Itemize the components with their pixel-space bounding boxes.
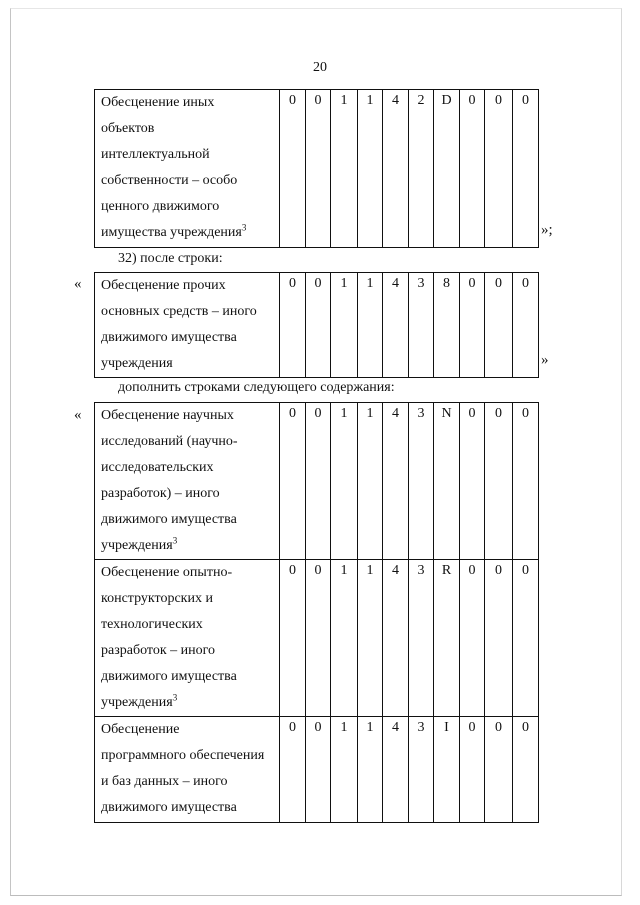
account-name-line: Обесценение прочих [101,278,226,293]
account-code-digit: 1 [331,403,358,560]
account-name-line: движимого имущества [101,512,237,527]
account-name-line: движимого имущества [101,330,237,345]
account-code-digit: 3 [409,560,434,717]
footnote-marker: 3 [241,222,247,233]
table-row [95,90,539,248]
account-code-digit: 0 [306,717,331,823]
account-code-digit: 1 [358,403,383,560]
supplement-text: дополнить строками следующего содержания: [118,380,395,395]
account-code-digit: 0 [460,717,485,823]
account-code-digit: N [434,403,460,560]
account-code-digit: 4 [383,717,409,823]
account-code-digit: 0 [485,560,513,717]
account-code-digit: 1 [358,717,383,823]
account-code-digit: 0 [460,273,485,378]
account-name-line: движимого имущества [101,669,237,684]
account-code-digit: 1 [331,717,358,823]
table-row [95,273,539,378]
account-code-digit: 0 [485,717,513,823]
account-code-digit: 0 [513,560,539,717]
account-code-digit: 2 [409,90,434,248]
account-code-digit: 0 [306,273,331,378]
account-code-digit: 0 [280,273,306,378]
account-code-digit: 1 [358,273,383,378]
page-number: 20 [313,60,327,75]
account-code-digit: 0 [485,403,513,560]
account-name-line: исследований (научно- [101,434,238,449]
account-name-line: учреждения$^3$ [101,535,178,553]
account-code-digit: 3 [409,273,434,378]
account-name-line: Обесценение опытно- [101,565,233,580]
account-name-line: программного обеспечения [101,748,265,763]
account-code-digit: 1 [331,273,358,378]
account-table-1 [94,89,539,248]
account-name-line: и баз данных – иного [101,774,228,789]
account-name-line: разработок) – иного [101,486,220,501]
account-name-line: разработок – иного [101,643,216,658]
account-code-digit: I [434,717,460,823]
account-name-line: движимого имущества [101,800,237,815]
account-code-digit: D [434,90,460,248]
closing-quote-1: »; [541,222,553,238]
account-code-digit: 3 [409,717,434,823]
account-code-digit: 3 [409,403,434,560]
account-code-digit: 4 [383,273,409,378]
account-code-digit: 0 [513,90,539,248]
account-name-line: конструкторских и [101,591,213,606]
account-code-digit: 0 [280,403,306,560]
account-name-line: основных средств – иного [101,304,257,319]
account-code-digit: 4 [383,90,409,248]
account-code-digit: 0 [460,560,485,717]
account-name-line: имущества учреждения$^3$ [101,222,247,240]
account-code-digit: 0 [280,90,306,248]
table-row [95,403,539,560]
account-name-line: интеллектуальной [101,147,210,162]
account-code-digit: 1 [358,90,383,248]
table-row [95,560,539,717]
account-name-line: Обесценение научных [101,408,234,423]
account-name-line: Обесценение [101,722,180,737]
account-code-digit: 0 [513,273,539,378]
account-code-digit: 4 [383,560,409,717]
account-code-digit: 0 [513,717,539,823]
account-name-line: Обесценение иных [101,95,215,110]
account-name-cell [95,403,280,560]
footnote-marker: 3 [172,692,178,703]
account-code-digit: 0 [280,560,306,717]
account-code-digit: 4 [383,403,409,560]
account-name-line: технологических [101,617,203,632]
account-name-line: исследовательских [101,460,214,475]
table-row [95,717,539,823]
account-name-line: учреждения$^3$ [101,692,178,710]
opening-quote-2: « [74,407,82,423]
account-name-line: учреждения [101,356,173,371]
account-code-digit: 0 [460,90,485,248]
account-name-cell [95,273,280,378]
account-code-digit: 0 [280,717,306,823]
account-table-3 [94,402,539,823]
account-code-digit: 1 [331,90,358,248]
account-code-digit: 0 [513,403,539,560]
account-code-digit: 0 [306,90,331,248]
account-name-cell [95,560,280,717]
account-code-digit: 0 [460,403,485,560]
account-code-digit: 1 [358,560,383,717]
account-name-line: собственности – особо [101,173,238,188]
account-name-cell [95,90,280,248]
account-name-cell [95,717,280,823]
item-label: 32) после строки: [118,251,223,266]
opening-quote-1: « [74,276,82,292]
account-code-digit: 0 [485,90,513,248]
footnote-marker: 3 [172,535,178,546]
account-name-line: ценного движимого [101,199,220,214]
account-code-digit: 8 [434,273,460,378]
account-code-digit: 0 [485,273,513,378]
account-name-line: объектов [101,121,155,136]
account-code-digit: 0 [306,403,331,560]
account-code-digit: R [434,560,460,717]
account-code-digit: 1 [331,560,358,717]
closing-quote-2: » [541,352,549,368]
account-code-digit: 0 [306,560,331,717]
account-table-2 [94,272,539,378]
